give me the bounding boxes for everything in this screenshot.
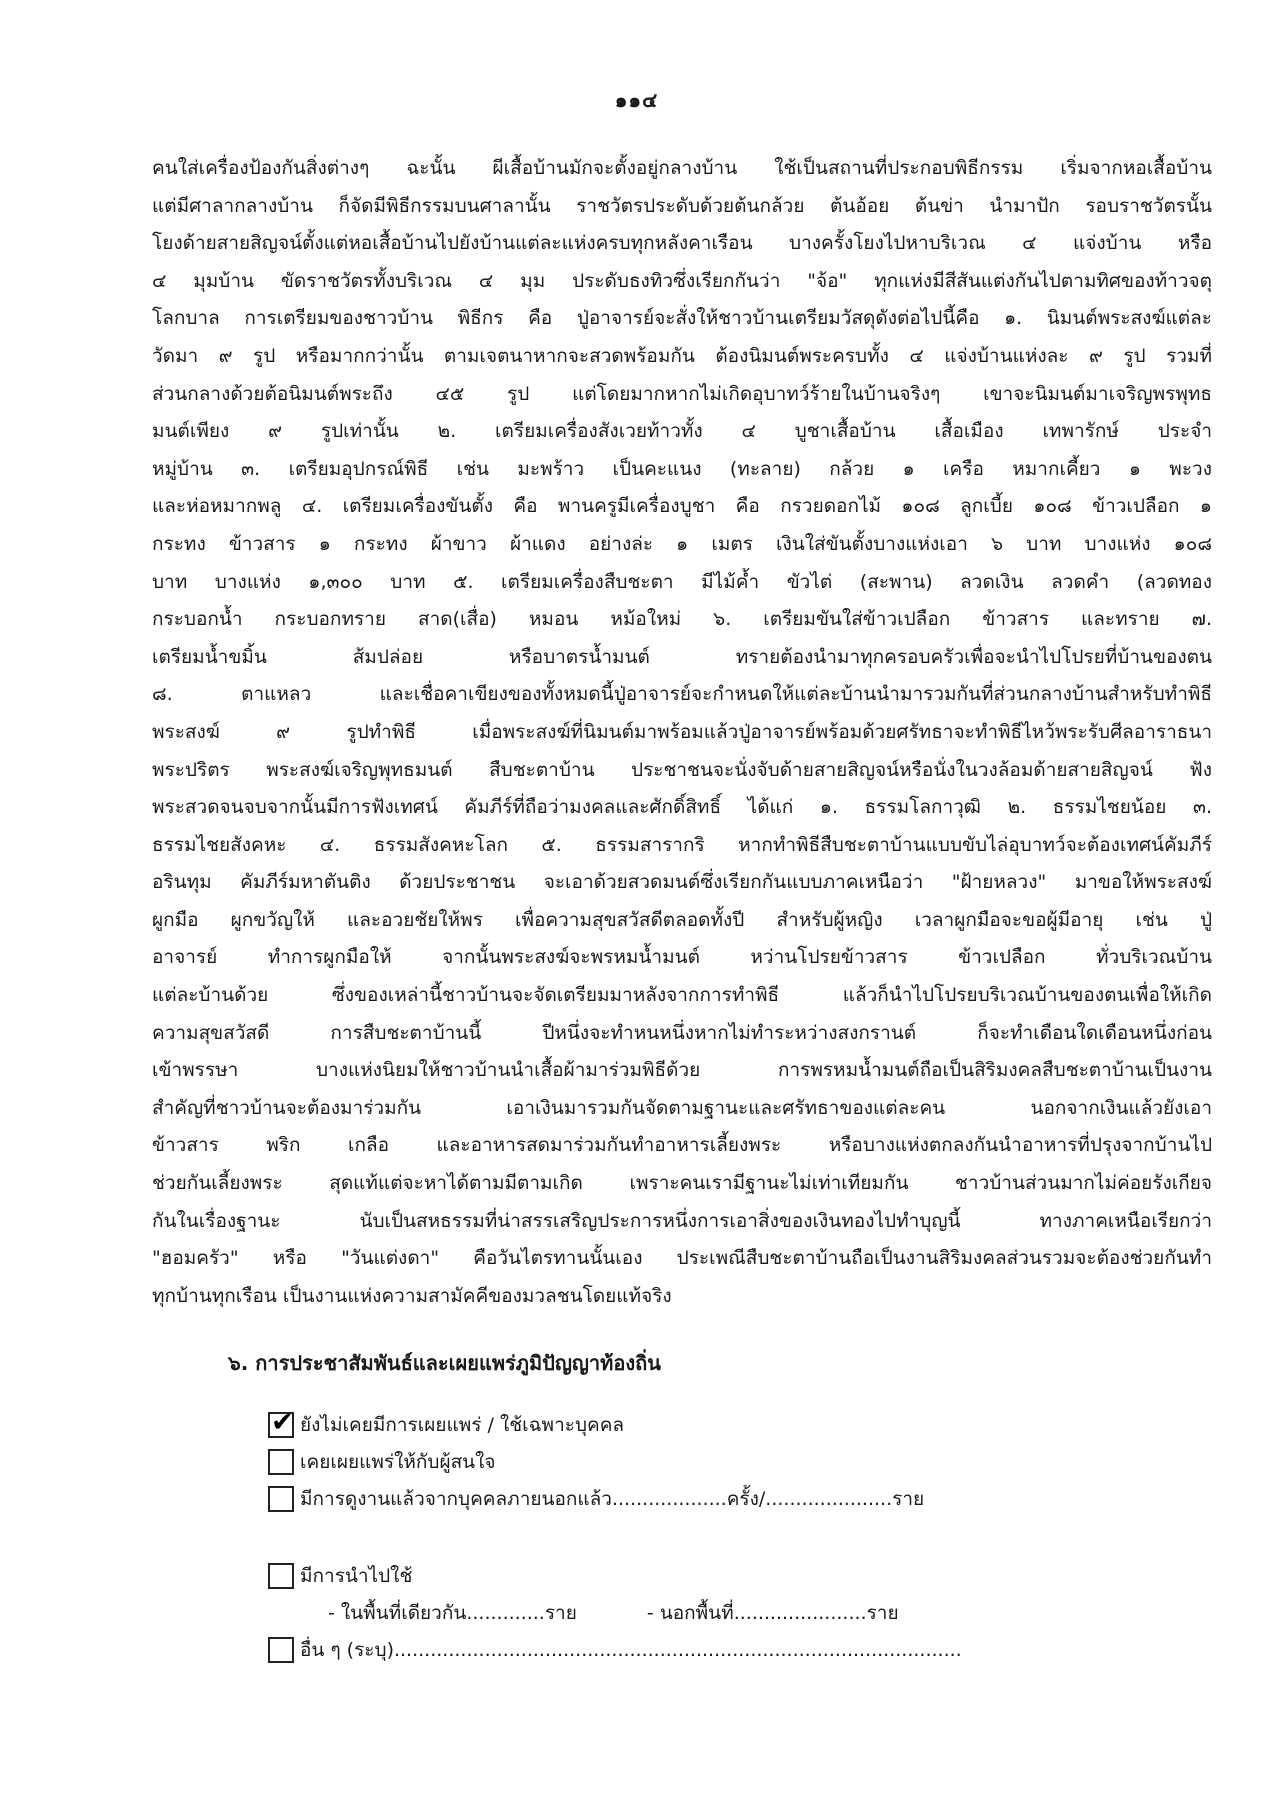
checkbox[interactable] xyxy=(268,1563,294,1589)
option-label: มีการนำไปใช้ xyxy=(300,1564,413,1587)
text-line: โยงด้ายสายสิญจน์ตั้งแต่หอเสื้อบ้านไปยังบ้านแต่ละแห่งครบทุกหลังคาเรือน บางครั้งโยงไปหาบริเวณ ๔ แจ่งบ้าน หรือ xyxy=(152,232,1212,255)
text-line: มนต์เพียง ๙ รูปเท่านั้น ๒. เตรียมเครื่องสังเวยท้าวทั้ง ๔ บูชาเสื้อบ้าน เสื้อเมือง เทพารักษ์ ประจำ xyxy=(152,420,1212,443)
option-label: มีการดูงานแล้วจากบุคคลภายนอกแล้ว...................ครั้ง/.....................ราย xyxy=(300,1487,925,1510)
text-line: แต่ละบ้านด้วย ซึ่งของเหล่านี้ชาวบ้านจะจัดเตรียมมาหลังจากการทำพิธี แล้วก็นำไปโปรยบริเวณบ้านของตนเพื่อให้เกิด xyxy=(152,984,1212,1007)
text-line: บาท บางแห่ง ๑,๓๐๐ บาท ๕. เตรียมเครื่องสืบชะตา มีไม้ค้ำ ขัวไต่ (สะพาน) ลวดเงิน ลวดคำ (ลวดทอง xyxy=(152,570,1212,593)
option-other[interactable] xyxy=(268,1631,962,1668)
text-line: กระบอกน้ำ กระบอกทราย สาด(เสื่อ) หมอน หม้อใหม่ ๖. เตรียมขันใส่ข้าวเปลือก ข้าวสาร และทราย ๗. xyxy=(152,608,1212,631)
option-applied[interactable] xyxy=(268,1557,962,1594)
text-line: กันในเรื่องฐานะ นับเป็นสหธรรมที่น่าสรรเสริญประการหนึ่งการเอาสิ่งของเงินทองไปทำบุญนี้ ทางภาคเหนือเรียกว่า xyxy=(152,1209,1212,1232)
checkbox[interactable] xyxy=(268,1486,294,1512)
option-study-visits[interactable] xyxy=(268,1480,962,1517)
text-line: ส่วนกลางด้วยต้อนิมนต์พระถึง ๔๕ รูป แต่โดยมากหากไม่เกิดอุบาทว์ร้ายในบ้านจริงๆ เขาจะนิมนต์มาเจริญพรพุทธ xyxy=(152,382,1212,405)
text-line: พระสวดจนจบจากนั้นมีการฟังเทศน์ คัมภีร์ที่ถือว่ามงคลและศักดิ์สิทธิ์ ได้แก่ ๑. ธรรมโลกาวุฒิ ๒. ธรรมไชยน้อย ๓. xyxy=(152,796,1212,819)
section-heading: ๖. การประชาสัมพันธ์และเผยแพร่ภูมิปัญญาท้องถิ่น xyxy=(228,1351,661,1375)
text-line: ผูกมือ ผูกขวัญให้ และอวยชัยให้พร เพื่อความสุขสวัสดีตลอดทั้งปี สำหรับผู้หญิง เวลาผูกมือจะขอผู้มีอายุ เช่น ปู่ xyxy=(152,908,1212,931)
option-not-disseminated[interactable] xyxy=(268,1406,962,1443)
text-line: ทุกบ้านทุกเรือน เป็นงานแห่งความสามัคคีของมวลชนโดยแท้จริง xyxy=(152,1284,672,1307)
text-line: ความสุขสวัสดี การสืบชะตาบ้านนี้ ปีหนึ่งจะทำหนหนึ่งหากไม่ทำระหว่างสงกรานต์ ก็จะทำเดือนใดเดือนหนึ่งก่อน xyxy=(152,1021,1212,1044)
checkbox-checked[interactable] xyxy=(268,1406,294,1438)
text-line: พระปริตร พระสงฆ์เจริญพุทธมนต์ สืบชะตาบ้าน ประชาชนจะนั่งจับด้ายสายสิญจน์หรือนั่งในวงล้อมด้ายสายสิญจน์ ฟัง xyxy=(152,758,1212,781)
option-label: อื่น ๆ (ระบุ).............................................................................................. xyxy=(300,1638,962,1661)
text-line: ข้าวสาร พริก เกลือ และอาหารสดมาร่วมกันทำอาหารเลี้ยงพระ หรือบางแห่งตกลงกันนำอาหารที่ปรุงจากบ้านไป xyxy=(152,1134,1212,1157)
checkbox[interactable] xyxy=(268,1637,294,1663)
body-paragraph xyxy=(152,150,1212,1315)
text-line: เตรียมน้ำขมิ้น ส้มปล่อย หรือบาตรน้ำมนต์ ทรายต้องนำมาทุกครอบครัวเพื่อจะนำไปโปรยที่บ้านของตน xyxy=(152,645,1212,668)
text-line: โลกบาล การเตรียมของชาวบ้าน พิธีกร คือ ปู่อาจารย์จะสั่งให้ชาวบ้านเตรียมวัสดุดังต่อไปนี้คือ ๑. นิมนต์พระสงฆ์แต่ละ xyxy=(152,307,1212,330)
checkbox[interactable] xyxy=(268,1449,294,1475)
text-line: หมู่บ้าน ๓. เตรียมอุปกรณ์พิธี เช่น มะพร้าว เป็นคะแนง (ทะลาย) กล้วย ๑ เครือ หมากเคี้ยว ๑ พะวง xyxy=(152,457,1212,480)
text-line: ช่วยกันเลี้ยงพระ สุดแท้แต่จะหาได้ตามมีตามเกิด เพราะคนเรามีฐานะไม่เท่าเทียมกัน ชาวบ้านส่วนมากไม่ค่อยรังเกียจ xyxy=(152,1172,1212,1195)
text-line: เข้าพรรษา บางแห่งนิยมให้ชาวบ้านนำเสื้อผ้ามาร่วมพิธีด้วย การพรหมน้ำมนต์ถือเป็นสิริมงคลสืบชะตาบ้านเป็นงาน xyxy=(152,1059,1212,1082)
text-line: อาจารย์ ทำการผูกมือให้ จากนั้นพระสงฆ์จะพรหมน้ำมนต์ หว่านโปรยข้าวสาร ข้าวเปลือก ทั่วบริเวณบ้าน xyxy=(152,946,1212,969)
dissemination-options xyxy=(268,1406,962,1668)
text-line: ๘. ตาแหลว และเชื่อคาเขียงของทั้งหมดนี้ปู่อาจารย์จะกำหนดให้แต่ละบ้านนำมารวมกันที่ส่วนกลางบ้านสำหรับทำพิธี xyxy=(152,683,1212,706)
option-label: ยังไม่เคยมีการเผยแพร่ / ใช้เฉพาะบุคคล xyxy=(300,1413,625,1436)
text-line: คนใส่เครื่องป้องกันสิ่งต่างๆ ฉะนั้น ผีเสื้อบ้านมักจะตั้งอยู่กลางบ้าน ใช้เป็นสถานที่ประกอบพิธีกรรม เริ่มจากหอเสื้อบ้าน xyxy=(152,157,1212,179)
text-line: พระสงฆ์ ๙ รูปทำพิธี เมื่อพระสงฆ์ที่นิมนต์มาพร้อมแล้วปู่อาจารย์พร้อมด้วยศรัทธาจะทำพิธีไหว้พระรับศีลอาราธนา xyxy=(152,720,1212,743)
text-line: และห่อหมากพลู ๔. เตรียมเครื่องขันตั้ง คือ พานครูมีเครื่องบูชา คือ กรวยดอกไม้ ๑๐๘ ลูกเบี้ย ๑๐๘ ข้าวเปลือก ๑ xyxy=(152,495,1212,518)
option-disseminated-to-interested[interactable] xyxy=(268,1443,962,1480)
text-line: แต่มีศาลากลางบ้าน ก็จัดมีพิธีกรรมบนศาลานั้น ราชวัตรประดับด้วยต้นกล้วย ต้นอ้อย ต้นข่า นำมาปัก รอบราชวัตรนั้น xyxy=(152,194,1212,217)
checkmark-icon: ✔ xyxy=(271,1406,294,1438)
usage-same-area: - ในพื้นที่เดียวกัน.............ราย xyxy=(328,1601,577,1624)
text-line: อรินทุม คัมภีร์มหาตันติง ด้วยประชาชน จะเอาด้วยสวดมนต์ซึ่งเรียกกันแบบภาคเหนือว่า "ฝ้ายหลวง" มาขอให้พระสงฆ์ xyxy=(152,871,1212,894)
text-line: "ฮอมครัว" หรือ "วันแต่งดา" คือวันไตรทานนั้นเอง ประเพณีสืบชะตาบ้านถือเป็นงานสิริมงคลส่วนรวมจะต้องช่วยกันทำ xyxy=(152,1247,1212,1270)
text-line: ธรรมไชยสังคหะ ๔. ธรรมสังคหะโลก ๕. ธรรมสารากริ หากทำพิธีสืบชะตาบ้านแบบขับไล่อุบาทว์จะต้องเทศน์คัมภีร์ xyxy=(152,833,1212,856)
text-line: กระทง ข้าวสาร ๑ กระทง ผ้าขาว ผ้าแดง อย่างล่ะ ๑ เมตร เงินใส่ขันตั้งบางแห่งเอา ๖ บาท บางแห่ง ๑๐๘ xyxy=(152,532,1212,555)
usage-outside-area: - นอกพื้นที่......................ราย xyxy=(646,1601,899,1624)
page-number: ๑๑๔ xyxy=(614,88,659,112)
option-label: เคยเผยแพร่ให้กับผู้สนใจ xyxy=(300,1450,496,1473)
usage-details xyxy=(268,1594,962,1631)
text-line: ๔ มุมบ้าน ขัดราชวัตรทั้งบริเวณ ๔ มุม ประดับธงทิวซึ่งเรียกกันว่า "จ้อ" ทุกแห่งมีสีสันแต่งกันไปตามทิศของท้าวจตุ xyxy=(152,269,1212,292)
text-line: วัดมา ๙ รูป หรือมากกว่านั้น ตามเจตนาหากจะสวดพร้อมกัน ต้องนิมนต์พระครบทั้ง ๔ แจ่งบ้านแห่งละ ๙ รูป รวมที่ xyxy=(152,344,1212,367)
text-line: สำคัญที่ชาวบ้านจะต้องมาร่วมกัน เอาเงินมารวมกันจัดตามฐานะและศรัทธาของแต่ละคน นอกจากเงินแล้วยังเอา xyxy=(152,1096,1212,1119)
